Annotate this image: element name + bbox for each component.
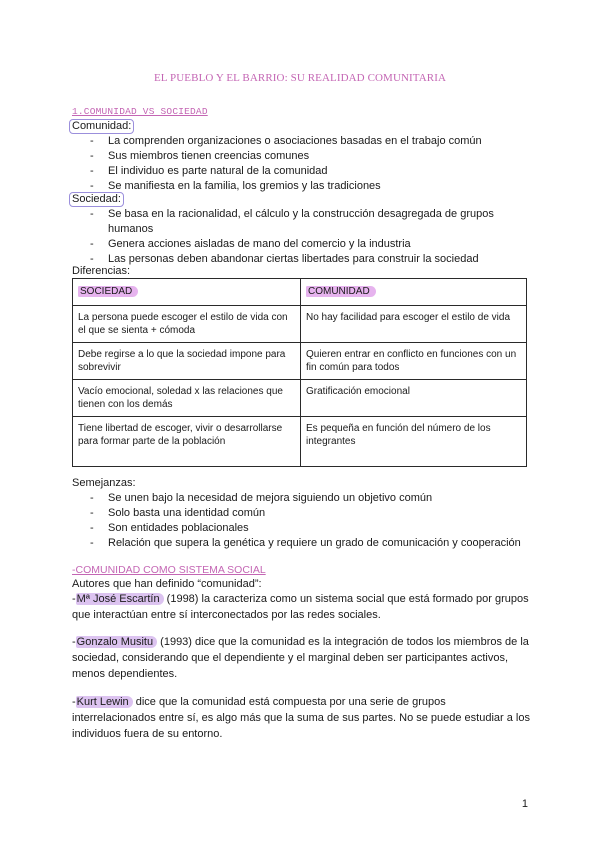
table-cell: La persona puede escoger el estilo de vida con el que se sienta + cómoda bbox=[73, 306, 301, 343]
author-name-highlight: Kurt Lewin bbox=[76, 696, 133, 708]
list-item: - El individuo es parte natural de la comunidad bbox=[90, 164, 530, 179]
column-header-sociedad: SOCIEDAD bbox=[73, 279, 301, 306]
comunidad-label bbox=[72, 119, 134, 134]
table-header-row bbox=[73, 279, 527, 306]
sociedad-label-text: Sociedad: bbox=[69, 192, 124, 207]
list-item: - Se manifiesta en la familia, los gremios y las tradiciones bbox=[90, 179, 530, 194]
comunidad-list bbox=[90, 134, 530, 194]
column-header-comunidad: COMUNIDAD bbox=[301, 279, 527, 306]
list-item: - Solo basta una identidad común bbox=[90, 506, 530, 521]
list-item: - Las personas deben abandonar ciertas libertades para construir la sociedad bbox=[90, 252, 510, 267]
semejanzas-label: Semejanzas: bbox=[72, 477, 136, 489]
author-name-highlight: Mª José Escartín bbox=[76, 593, 164, 605]
table-row bbox=[73, 380, 527, 417]
list-item: - Se unen bajo la necesidad de mejora siguiendo un objetivo común bbox=[90, 491, 530, 506]
table-cell: Tiene libertad de escoger, vivir o desarrollarse para formar parte de la población bbox=[73, 417, 301, 467]
table-cell: Debe regirse a lo que la sociedad impone para sobrevivir bbox=[73, 343, 301, 380]
table-cell: Es pequeña en función del número de los integrantes bbox=[301, 417, 527, 467]
list-item: - La comprenden organizaciones o asociaciones basadas en el trabajo común bbox=[90, 134, 530, 149]
semejanzas-list bbox=[90, 491, 530, 551]
diferencias-table bbox=[72, 278, 527, 467]
table-row bbox=[73, 343, 527, 380]
list-item: - Son entidades poblacionales bbox=[90, 521, 530, 536]
author-name-highlight: Gonzalo Musitu bbox=[76, 636, 157, 648]
table-cell: Gratificación emocional bbox=[301, 380, 527, 417]
section-heading-comunidad-vs-sociedad: 1.COMUNIDAD VS SOCIEDAD bbox=[72, 106, 208, 117]
comunidad-label-text: Comunidad: bbox=[69, 119, 134, 134]
section-heading-sistema-social: -COMUNIDAD COMO SISTEMA SOCIAL bbox=[72, 564, 266, 576]
sociedad-label bbox=[72, 192, 124, 207]
list-item: - Genera acciones aisladas de mano del comercio y la industria bbox=[90, 237, 510, 252]
diferencias-label: Diferencias: bbox=[72, 265, 131, 277]
sociedad-list bbox=[90, 207, 510, 267]
table-cell: Quieren entrar en conflicto en funciones con un fin común para todos bbox=[301, 343, 527, 380]
page-number: 1 bbox=[521, 798, 528, 810]
author-paragraph-lewin: -Kurt Lewin dice que la comunidad está compuesta por una serie de grupos interrelacionados entre sí, es algo más que la suma de sus partes. No se puede estudiar a los individuos fuera de su entorno. bbox=[72, 696, 530, 740]
table-row bbox=[73, 417, 527, 467]
list-item: - Relación que supera la genética y requiere un grado de comunicación y cooperación bbox=[90, 536, 530, 551]
table-cell: Vacío emocional, soledad x las relaciones que tienen con los demás bbox=[73, 380, 301, 417]
authors-intro: Autores que han definido “comunidad”: bbox=[72, 578, 262, 590]
author-paragraph-musitu: -Gonzalo Musitu (1993) dice que la comunidad es la integración de todos los miembros de la sociedad, considerando que el dependiente y el marginal deben ser participantes activos, menos dependientes. bbox=[72, 636, 529, 680]
list-item: - Se basa en la racionalidad, el cálculo y la construcción desagregada de grupos humanos bbox=[90, 207, 510, 237]
list-item: - Sus miembros tienen creencias comunes bbox=[90, 149, 530, 164]
author-paragraph-escartin: -Mª José Escartín (1998) la caracteriza como un sistema social que está formado por grupos que interactúan entre sí interconectados por las redes sociales. bbox=[72, 593, 529, 621]
table-cell: No hay facilidad para escoger el estilo de vida bbox=[301, 306, 527, 343]
table-row bbox=[73, 306, 527, 343]
document-title: EL PUEBLO Y EL BARRIO: SU REALIDAD COMUNITARIA bbox=[153, 72, 447, 84]
